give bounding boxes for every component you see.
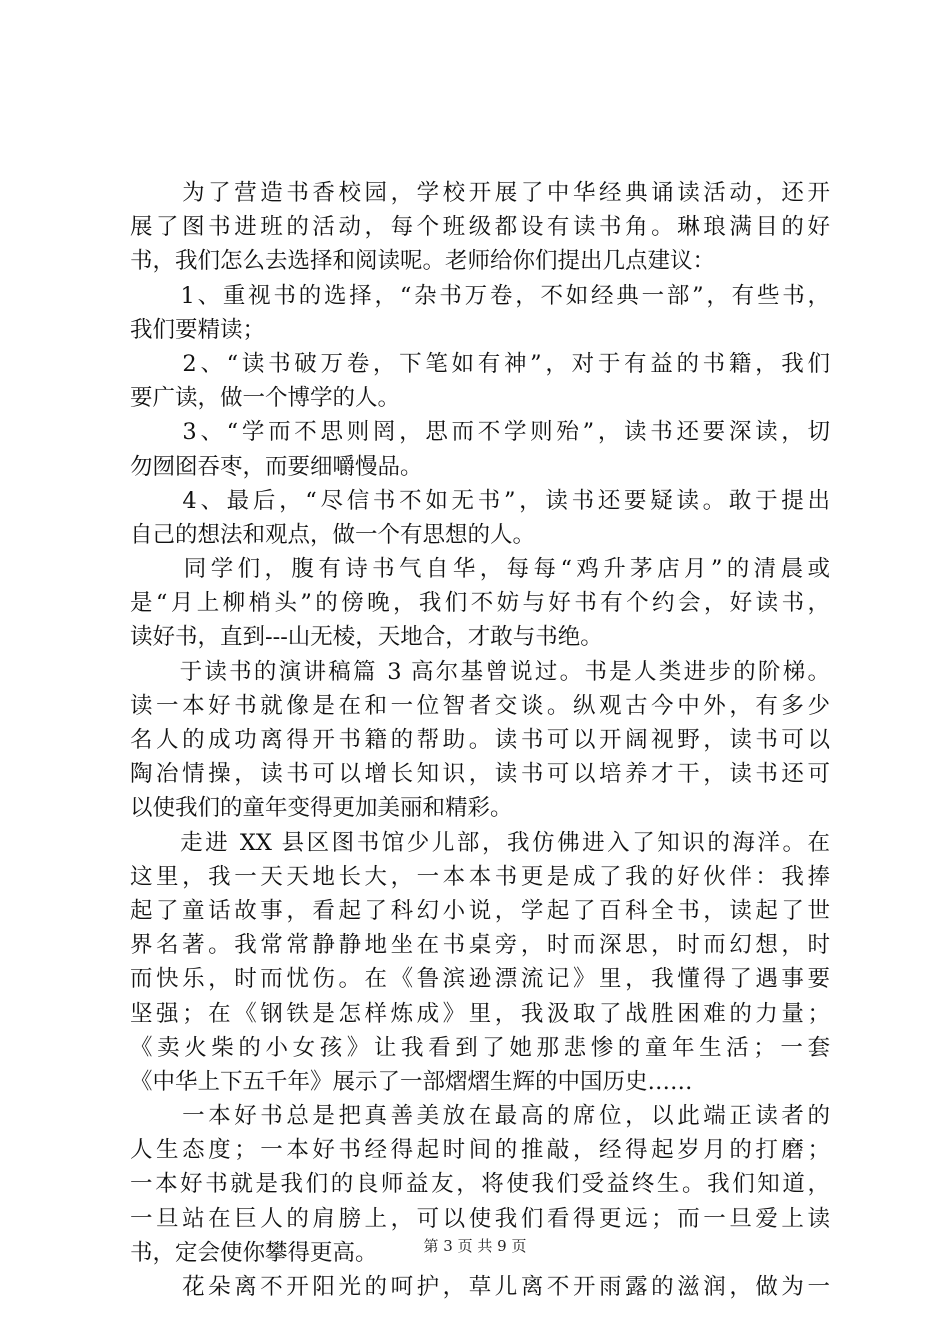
- text-line: 读好书，直到---山无棱，天地合，才敢与书绝。: [130, 624, 603, 651]
- text-line: 起了童话故事，看起了科幻小说，学起了百科全书，读起了世: [130, 897, 830, 924]
- text-line: 而快乐，时而忧伤。在《鲁滨逊漂流记》里，我懂得了遇事要: [130, 966, 830, 993]
- text-line: 走进 XX 县区图书馆少儿部，我仿佛进入了知识的海洋。在: [130, 829, 830, 856]
- text-line: 书，我们怎么去选择和阅读呢。老师给你们提出几点建议：: [130, 248, 716, 275]
- text-line: 3、“学而不思则罔，思而不学则殆”，读书还要深读，切: [130, 419, 830, 446]
- text-line: 《中华上下五千年》展示了一部熠熠生辉的中国历史……: [130, 1068, 693, 1095]
- text-line: 界名著。我常常静静地坐在书桌旁，时而深思，时而幻想，时: [130, 932, 830, 959]
- text-line: 是“月上柳梢头”的傍晚，我们不妨与好书有个约会，好读书，: [130, 590, 830, 617]
- text-line: 勿囫囵吞枣，而要细嚼慢品。: [130, 453, 423, 480]
- text-line: 一旦站在巨人的肩膀上，可以使我们看得更远；而一旦爱上读: [130, 1205, 830, 1232]
- text-line: 展了图书进班的活动，每个班级都设有读书角。琳琅满目的好: [130, 214, 830, 241]
- text-line: 陶冶情操，读书可以增长知识，读书可以培养才干，读书还可: [130, 761, 830, 788]
- page-footer: 第 3 页 共 9 页: [423, 1237, 527, 1255]
- text-line: 书，定会使你攀得更高。: [130, 1239, 378, 1266]
- text-line: 同学们，腹有诗书气自华，每每“鸡升茅店月”的清晨或: [130, 556, 830, 583]
- text-line: 这里，我一天天地长大，一本本书更是成了我的好伙伴：我捧: [130, 863, 830, 890]
- text-line: 名人的成功离得开书籍的帮助。读书可以开阔视野，读书可以: [130, 727, 830, 753]
- text-line: 于读书的演讲稿篇 3 高尔基曾说过。书是人类进步的阶梯。: [130, 658, 830, 685]
- text-line: 为了营造书香校园，学校开展了中华经典诵读活动，还开: [130, 180, 830, 206]
- text-line: 人生态度；一本好书经得起时间的推敲，经得起岁月的打磨；: [130, 1137, 830, 1164]
- text-line: 以使我们的童年变得更加美丽和精彩。: [130, 795, 513, 822]
- text-line: 一本好书总是把真善美放在最高的席位，以此端正读者的: [130, 1103, 830, 1130]
- text-line: 自己的想法和观点，做一个有思想的人。: [130, 521, 536, 548]
- text-line: 花朵离不开阳光的呵护，草儿离不开雨露的滋润，做为一: [130, 1274, 830, 1300]
- text-line: 4、最后，“尽信书不如无书”，读书还要疑读。敢于提出: [130, 487, 830, 514]
- document-body: [130, 176, 830, 1304]
- text-line: 要广读，做一个博学的人。: [130, 385, 401, 412]
- text-line: 《卖火柴的小女孩》让我看到了她那悲惨的童年生活；一套: [130, 1034, 830, 1061]
- text-line: 一本好书就是我们的良师益友，将使我们受益终生。我们知道，: [130, 1171, 830, 1198]
- text-line: 2、“读书破万卷，下笔如有神”，对于有益的书籍，我们: [130, 350, 830, 377]
- text-line: 我们要精读；: [130, 316, 266, 343]
- text-line: 1、重视书的选择，“杂书万卷，不如经典一部”，有些书，: [130, 282, 830, 309]
- text-line: 坚强；在《钢铁是怎样炼成》里，我汲取了战胜困难的力量；: [130, 1000, 830, 1027]
- text-line: 读一本好书就像是在和一位智者交谈。纵观古今中外，有多少: [130, 692, 830, 719]
